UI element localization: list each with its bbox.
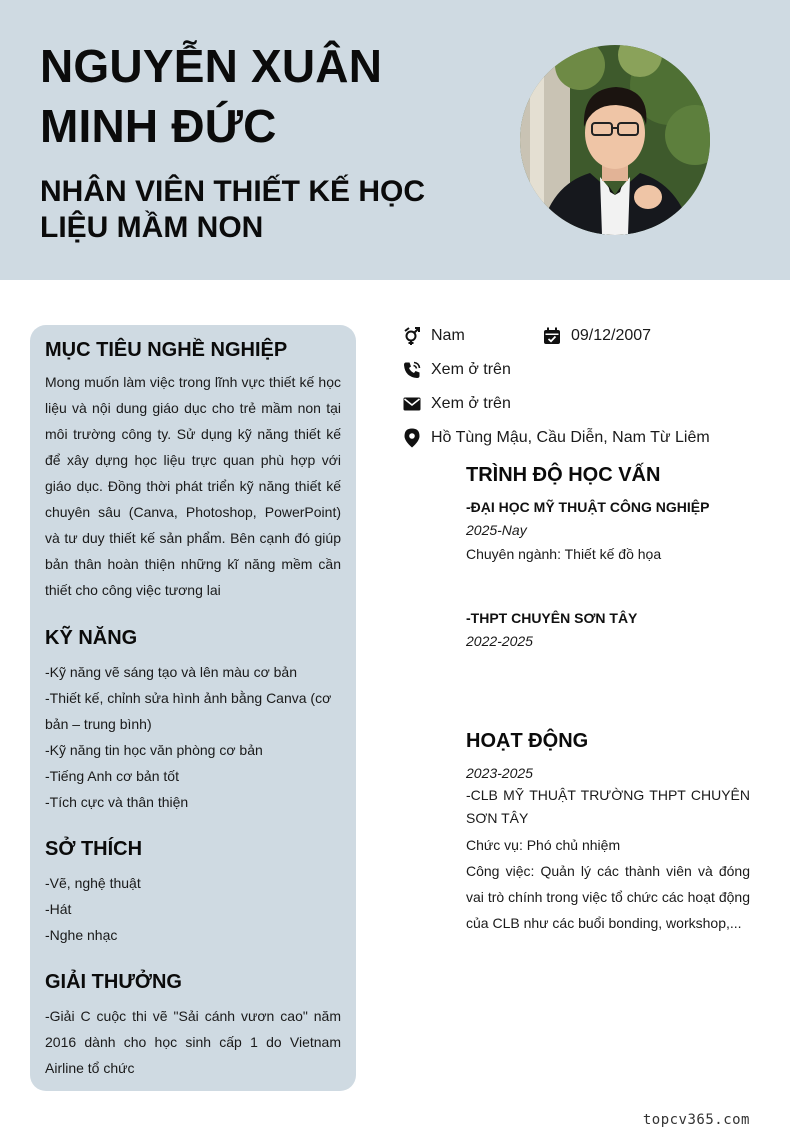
skills-section (45, 625, 341, 815)
gender-value: Nam (431, 327, 465, 344)
education-section (466, 462, 750, 653)
hobby-item: -Vẽ, nghệ thuật (45, 875, 141, 891)
skill-item: -Kỹ năng tin học văn phòng cơ bản (45, 742, 263, 758)
avatar (520, 45, 710, 235)
skill-item: -Thiết kế, chỉnh sửa hình ảnh bằng Canva (cơ bản – trung bình) (45, 690, 332, 732)
school-name: -THPT CHUYÊN SƠN TÂY (466, 610, 638, 626)
education-major: Chuyên ngành: Thiết kế đồ họa (466, 546, 662, 562)
awards-section (45, 969, 341, 1081)
school-name: -ĐẠI HỌC MỸ THUẬT CÔNG NGHIỆP (466, 499, 710, 515)
education-entry (466, 607, 750, 653)
email-value: Xem ở trên (431, 395, 511, 412)
activity-description: Công việc: Quản lý các thành viên và đóng vai trò chính trong việc tổ chức các hoạt động của CLB như các buổi bonding, workshop,... (466, 863, 750, 931)
objective-heading: MỤC TIÊU NGHỀ NGHIỆP (45, 339, 288, 361)
job-title: NHÂN VIÊN THIẾT KẾ HỌC LIỆU MẦM NON (40, 175, 426, 244)
hobby-item: -Nghe nhạc (45, 927, 118, 943)
address-row (402, 426, 710, 450)
gender-row (402, 324, 465, 348)
skill-item: -Kỹ năng vẽ sáng tạo và lên màu cơ bản (45, 664, 297, 680)
gender-icon (402, 326, 422, 346)
activity-organization: -CLB MỸ THUẬT TRƯỜNG THPT CHUYÊN SƠN TÂY (466, 787, 750, 826)
candidate-name: NGUYỄN XUÂN MINH ĐỨC (40, 40, 383, 152)
hobbies-heading: SỞ THÍCH (45, 838, 143, 860)
location-icon (402, 428, 422, 448)
email-row (402, 392, 511, 416)
birthdate-value: 09/12/2007 (571, 327, 652, 344)
hobbies-section (45, 836, 341, 948)
phone-value: Xem ở trên (431, 361, 511, 378)
objective-text: Mong muốn làm việc trong lĩnh vực thiết kế học liệu và nội dung giáo dục cho trẻ mầm non tại môi trường công ty. Sử dụng kỹ năng thiết kế để xây dựng học liệu trực quan phù hợp với giáo dục. Đồng thời phát triển kỹ năng thiết kế chuyên sâu (Canva, Photoshop, PowerPoint) và tư duy thiết kế sản phẩm. Bên cạnh đó giúp bản thân hoàn thiện những kĩ năng mềm cần thiết cho công việc tương lai (45, 374, 341, 598)
education-heading: TRÌNH ĐỘ HỌC VẤN (466, 464, 661, 486)
address-value: Hồ Tùng Mậu, Cầu Diễn, Nam Từ Liêm (431, 429, 710, 446)
phone-row (402, 358, 511, 382)
skill-item: -Tiếng Anh cơ bản tốt (45, 768, 179, 784)
awards-text: -Giải C cuộc thi vẽ "Sải cánh vươn cao" năm 2016 dành cho học sinh cấp 1 do Vietnam Airline tổ chức (45, 1008, 341, 1076)
calendar-icon (542, 326, 562, 346)
watermark: topcv365.com (642, 1112, 750, 1128)
phone-icon (402, 360, 422, 380)
activity-role: Chức vụ: Phó chủ nhiệm (466, 837, 621, 853)
birthdate-row (542, 324, 651, 348)
activities-heading: HOẠT ĐỘNG (466, 730, 589, 752)
objective-section (45, 337, 341, 603)
skill-item: -Tích cực và thân thiện (45, 794, 189, 810)
activities-section (466, 728, 750, 936)
awards-heading: GIẢI THƯỞNG (45, 971, 182, 993)
activity-period: 2023-2025 (466, 765, 533, 781)
education-entry (466, 496, 750, 566)
education-period: 2022-2025 (466, 633, 533, 649)
skills-heading: KỸ NĂNG (45, 627, 138, 649)
left-sidebar-panel (30, 325, 356, 1091)
email-icon (402, 394, 422, 414)
education-period: 2025-Nay (466, 522, 527, 538)
header-banner (0, 0, 790, 280)
hobby-item: -Hát (45, 901, 72, 917)
